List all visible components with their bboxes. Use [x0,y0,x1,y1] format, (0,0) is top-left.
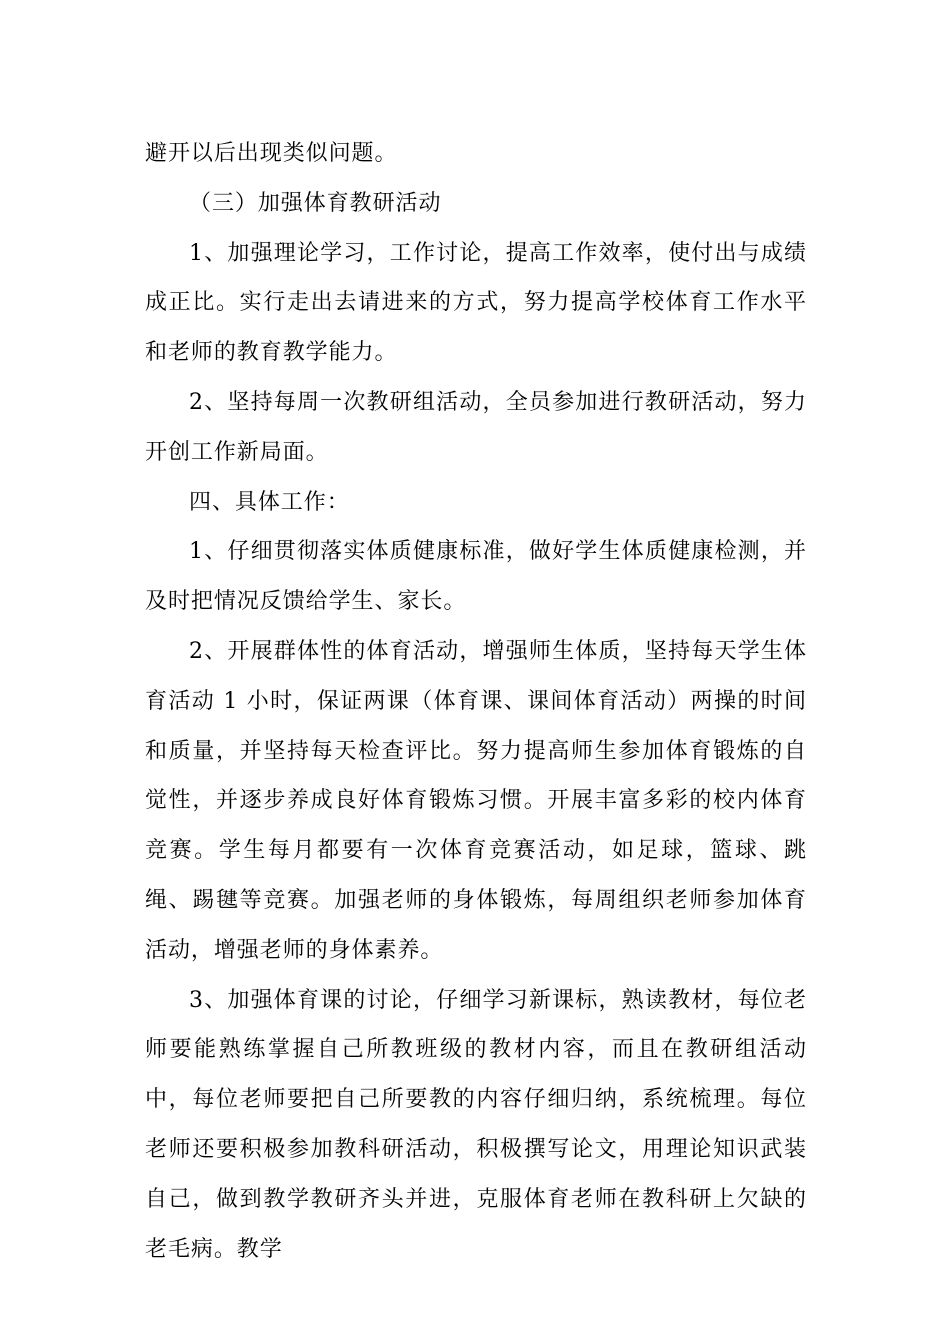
document-body [145,129,807,1274]
paragraph-health-standard: 1、仔细贯彻落实体质健康标准，做好学生体质健康检测，并及时把情况反馈给学生、家长。 [145,539,807,615]
paragraph-weekly-activity: 2、坚持每周一次教研组活动，全员参加进行教研活动，努力开创工作新局面。 [145,389,807,465]
paragraph-theory-study: 1、加强理论学习，工作讨论，提高工作效率，使付出与成绩成正比。实行走出去请进来的方式，努力提高学校体育工作水平和老师的教育教学能力。 [145,240,807,366]
section-heading-four: 四、具体工作： [189,489,350,515]
paragraph-pe-class-discussion: 3、加强体育课的讨论，仔细学习新课标，熟读教材，每位老师要能熟练掌握自己所教班级的教材内容，而且在教研组活动中，每位老师要把自己所要教的内容仔细归纳，系统梳理。每位老师还要积极参加教科研活动，积极撰写论文，用理论知识武装自己，做到教学教研齐头并进，克服体育老师在教科研上欠缺的老毛病。教学 [145,987,807,1262]
section-heading-three: （三）加强体育教研活动 [189,190,442,216]
paragraph-continuation: 避开以后出现类似问题。 [145,141,398,166]
paragraph-group-activities: 2、开展群体性的体育活动，增强师生体质，坚持每天学生体育活动 1 小时，保证两课（体育课、课间体育活动）两操的时间和质量，并坚持每天检查评比。努力提高师生参加体育锻炼的自觉性，并逐步养成良好体育锻炼习惯。开展丰富多彩的校内体育竞赛。学生每月都要有一次体育竞赛活动，如足球，篮球、跳绳、踢毽等竞赛。加强老师的身体锻炼，每周组织老师参加体育活动，增强老师的身体素养。 [145,638,807,963]
